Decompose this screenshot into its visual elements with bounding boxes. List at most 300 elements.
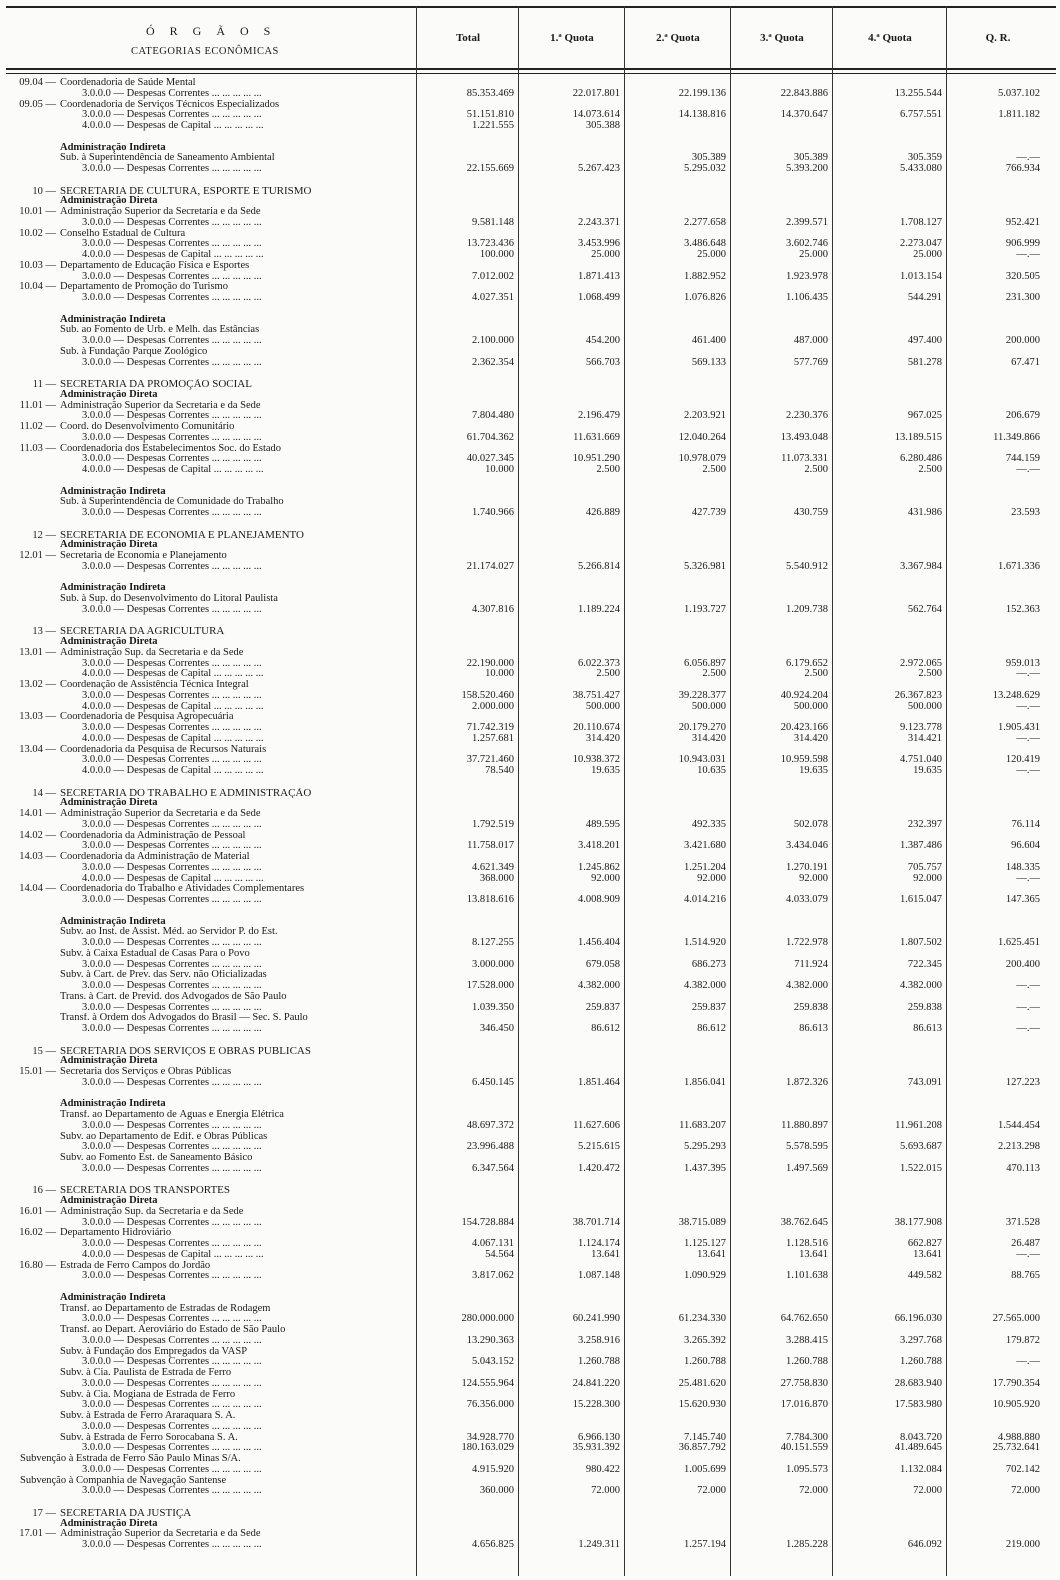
row-description — [6, 1013, 414, 1024]
cell-total — [414, 1529, 516, 1540]
row-description — [6, 1067, 414, 1078]
row-label: 3.0.0.0 — Despesas Correntes ... ... ... ... ... — [82, 357, 262, 368]
row-description — [6, 562, 414, 573]
table-row — [6, 1089, 1056, 1100]
cell-quota-2 — [622, 540, 728, 551]
row-label: 3.0.0.0 — Despesas Correntes ... ... ... ... ... — [82, 1077, 262, 1088]
cell-quota-4: 4.382.000 — [900, 981, 942, 991]
cell-quota-4: 5.693.687 — [900, 1142, 942, 1153]
row-label: Administração Superior da Secretaria e da Sede — [60, 1529, 261, 1540]
cell-qr — [944, 1175, 1046, 1186]
row-description — [6, 1110, 414, 1121]
row-description — [6, 1379, 414, 1390]
cell-quota-3: 1.872.326 — [786, 1077, 828, 1088]
row-code: 13.04 — — [19, 744, 56, 755]
cell-total — [414, 949, 516, 960]
cell-quota-3 — [728, 798, 830, 809]
cell-quota-3 — [728, 788, 830, 799]
table-row — [6, 315, 1056, 326]
cell-quota-3: 577.769 — [793, 357, 828, 368]
row-label: 3.0.0.0 — Despesas Correntes ... ... ... ... ... — [82, 1163, 262, 1174]
cell-total: 100.000 — [479, 250, 514, 260]
row-label: 3.0.0.0 — Despesas Correntes ... ... ... ... ... — [82, 1443, 262, 1454]
row-label: 4.0.0.0 — Despesas de Capital ... ... ... ... ... — [82, 766, 264, 776]
row-label: 3.0.0.0 — Despesas Correntes ... ... ... ... ... — [82, 819, 262, 830]
cell-quota-3 — [728, 970, 830, 981]
cell-qr — [944, 1035, 1046, 1046]
cell-qr — [944, 1153, 1046, 1164]
cell-quota-4 — [830, 594, 944, 605]
table-row — [6, 1465, 1056, 1476]
cell-quota-3 — [728, 530, 830, 541]
cell-quota-3 — [728, 422, 830, 433]
cell-quota-2: 1.076.826 — [684, 293, 726, 303]
cell-quota-2 — [622, 1185, 728, 1196]
cell-quota-3: 305.389 — [793, 153, 828, 164]
cell-quota-1 — [516, 78, 622, 89]
row-description — [6, 250, 414, 261]
row-label: Coordenadoria de Pesquisa Agropecuária — [60, 712, 234, 723]
cell-quota-1: 980.422 — [585, 1464, 620, 1475]
cell-quota-2 — [622, 884, 728, 895]
cell-quota-1 — [516, 1067, 622, 1078]
cell-quota-4: 581.278 — [907, 357, 942, 368]
cell-quota-4: 1.522.015 — [900, 1163, 942, 1174]
cell-total — [414, 401, 516, 412]
table-row — [6, 745, 1056, 756]
cell-total: 37.721.460 — [466, 755, 514, 766]
cell-qr — [944, 1476, 1046, 1487]
cell-quota-1 — [516, 487, 622, 498]
cell-quota-2 — [622, 1035, 728, 1046]
cell-quota-1: 3.258.916 — [578, 1335, 620, 1346]
cell-quota-2: 25.000 — [697, 250, 726, 260]
cell-quota-4 — [830, 551, 944, 562]
cell-quota-4 — [830, 745, 944, 756]
cell-quota-1: 35.931.392 — [572, 1443, 620, 1454]
table-row — [6, 1239, 1056, 1250]
cell-total — [414, 551, 516, 562]
row-label: 3.0.0.0 — Despesas Correntes ... ... ... ... ... — [82, 1540, 262, 1550]
row-label: 3.0.0.0 — Despesas Correntes ... ... ... ... ... — [82, 164, 262, 174]
cell-total — [414, 368, 516, 379]
cell-qr — [944, 1293, 1046, 1304]
cell-total — [414, 196, 516, 207]
cell-quota-2: 686.273 — [691, 959, 726, 970]
cell-quota-1 — [516, 175, 622, 186]
cell-quota-3: 7.784.300 — [786, 1432, 828, 1443]
cell-quota-1 — [516, 1476, 622, 1487]
cell-quota-1 — [516, 207, 622, 218]
row-label: 3.0.0.0 — Despesas Correntes ... ... ... ... ... — [82, 1464, 262, 1475]
cell-quota-3: 86.613 — [799, 1024, 828, 1034]
table-row — [6, 1282, 1056, 1293]
row-description — [6, 1024, 414, 1035]
row-description — [6, 1228, 414, 1239]
table-row — [6, 777, 1056, 788]
budget-rows — [6, 78, 1056, 1551]
table-row — [6, 809, 1056, 820]
cell-quota-1: 10.938.372 — [572, 755, 620, 766]
cell-qr: 1.671.336 — [998, 561, 1040, 572]
cell-quota-1: 314.420 — [585, 733, 620, 744]
cell-quota-4 — [830, 1476, 944, 1487]
cell-total — [414, 1207, 516, 1218]
cell-quota-3 — [728, 1035, 830, 1046]
cell-qr: 2.213.298 — [998, 1142, 1040, 1153]
cell-quota-1 — [516, 530, 622, 541]
cell-quota-2 — [622, 530, 728, 541]
cell-qr: —.— — [1016, 1002, 1040, 1013]
cell-total: 9.581.148 — [472, 217, 514, 228]
cell-quota-4: 92.000 — [913, 873, 942, 884]
cell-quota-3: 487.000 — [793, 336, 828, 346]
row-label: 3.0.0.0 — Despesas Correntes ... ... ... ... ... — [82, 723, 262, 733]
row-label: Administração Direta — [60, 1196, 158, 1206]
cell-quota-1 — [516, 1099, 622, 1110]
cell-quota-4 — [830, 1185, 944, 1196]
cell-quota-4: 431.986 — [907, 508, 942, 518]
cell-quota-1 — [516, 422, 622, 433]
cell-total — [414, 282, 516, 293]
cell-qr: —.— — [1016, 669, 1040, 680]
cell-quota-1: 6.966.130 — [578, 1432, 620, 1443]
row-description — [6, 616, 414, 627]
cell-quota-2 — [622, 798, 728, 809]
cell-total — [414, 347, 516, 358]
cell-quota-3 — [728, 1185, 830, 1196]
cell-quota-4 — [830, 304, 944, 315]
cell-quota-2: 92.000 — [697, 873, 726, 884]
cell-total — [414, 530, 516, 541]
cell-quota-2 — [622, 809, 728, 820]
cell-qr — [944, 1454, 1046, 1465]
cell-quota-4: 662.827 — [907, 1239, 942, 1249]
cell-quota-2 — [622, 917, 728, 928]
cell-qr: 13.248.629 — [992, 690, 1040, 701]
row-description — [6, 1314, 414, 1325]
cell-total — [414, 970, 516, 981]
cell-total — [414, 379, 516, 390]
cell-qr — [944, 906, 1046, 917]
cell-total: 1.257.681 — [472, 733, 514, 744]
row-label: Subv. ao Inst. de Assist. Méd. ao Servidor P. do Est. — [60, 927, 278, 938]
cell-qr: —.— — [1016, 733, 1040, 744]
row-description — [6, 583, 414, 594]
cell-quota-2 — [622, 1422, 728, 1433]
cell-qr: 96.604 — [1011, 841, 1040, 852]
cell-quota-1 — [516, 1132, 622, 1143]
cell-quota-2 — [622, 1089, 728, 1100]
row-description — [6, 1261, 414, 1272]
cell-qr — [944, 261, 1046, 272]
cell-quota-1 — [516, 325, 622, 336]
cell-quota-2 — [622, 1476, 728, 1487]
table-row — [6, 476, 1056, 487]
row-label: 3.0.0.0 — Despesas Correntes ... ... ... ... ... — [82, 1002, 262, 1013]
cell-total — [414, 1153, 516, 1164]
cell-qr — [944, 422, 1046, 433]
row-label: 4.0.0.0 — Despesas de Capital ... ... ... ... ... — [82, 669, 264, 680]
table-row — [6, 325, 1056, 336]
cell-qr — [944, 626, 1046, 637]
cell-quota-4: 6.757.551 — [900, 110, 942, 121]
cell-quota-4: 646.092 — [907, 1540, 942, 1550]
table-row — [6, 1142, 1056, 1153]
cell-total — [414, 1185, 516, 1196]
cell-quota-2 — [622, 261, 728, 272]
row-description — [6, 132, 414, 143]
cell-total — [414, 1519, 516, 1530]
row-description — [6, 1185, 414, 1196]
cell-quota-2: 11.683.207 — [679, 1120, 726, 1131]
cell-quota-3 — [728, 497, 830, 508]
cell-qr: 906.999 — [1005, 239, 1040, 250]
cell-quota-2: 1.882.952 — [684, 271, 726, 282]
row-description — [6, 970, 414, 981]
cell-quota-4 — [830, 573, 944, 584]
cell-quota-3 — [728, 121, 830, 132]
row-label: SECRETARIA DA AGRICULTURA — [60, 626, 225, 637]
cell-quota-1 — [516, 970, 622, 981]
cell-quota-1 — [516, 282, 622, 293]
table-row — [6, 1443, 1056, 1454]
cell-quota-4 — [830, 519, 944, 530]
cell-quota-2: 25.481.620 — [678, 1378, 726, 1389]
cell-quota-3: 1.923.978 — [786, 271, 828, 282]
row-label: Coordenadoria da Administração de Pessoal — [60, 830, 246, 841]
cell-quota-4 — [830, 1228, 944, 1239]
cell-total — [414, 540, 516, 551]
cell-total: 13.818.616 — [466, 895, 514, 905]
cell-qr: 219.000 — [1005, 1540, 1040, 1550]
cell-quota-2: 14.138.816 — [678, 110, 726, 121]
table-row — [6, 1271, 1056, 1282]
cell-quota-1 — [516, 1347, 622, 1358]
row-label: Administração Direta — [60, 1056, 158, 1067]
table-row — [6, 712, 1056, 723]
row-description — [6, 1347, 414, 1358]
cell-total — [414, 992, 516, 1003]
cell-qr — [944, 917, 1046, 928]
table-row — [6, 863, 1056, 874]
cell-quota-3: 5.393.200 — [786, 164, 828, 174]
row-label: Coordenadoria do Trabalho e Atividades Complementares — [60, 884, 305, 895]
table-row — [6, 1078, 1056, 1089]
cell-quota-2: 3.265.392 — [684, 1335, 726, 1346]
cell-qr — [944, 1132, 1046, 1143]
cell-quota-1: 6.022.373 — [578, 658, 620, 669]
cell-quota-3 — [728, 487, 830, 498]
table-row — [6, 691, 1056, 702]
row-label: 3.0.0.0 — Despesas Correntes ... ... ... ... ... — [82, 841, 262, 852]
cell-quota-1 — [516, 573, 622, 584]
row-label: 3.0.0.0 — Despesas Correntes ... ... ... ... ... — [82, 293, 262, 303]
cell-quota-2 — [622, 121, 728, 132]
row-label: 3.0.0.0 — Despesas Correntes ... ... ... ... ... — [82, 454, 262, 465]
cell-quota-3 — [728, 519, 830, 530]
cell-qr: 702.142 — [1005, 1464, 1040, 1475]
cell-qr — [944, 444, 1046, 455]
table-row — [6, 1099, 1056, 1110]
cell-quota-1: 11.627.606 — [573, 1120, 620, 1131]
row-label: Departamento de Promoção do Turismo — [60, 282, 228, 293]
row-description — [6, 1368, 414, 1379]
table-row — [6, 143, 1056, 154]
cell-quota-2: 61.234.330 — [678, 1314, 726, 1325]
row-description — [6, 745, 414, 756]
cell-quota-1: 1.124.174 — [578, 1239, 620, 1249]
cell-total — [414, 100, 516, 111]
cell-qr — [944, 100, 1046, 111]
table-row — [6, 175, 1056, 186]
cell-total: 6.347.564 — [472, 1163, 514, 1174]
cell-total — [414, 906, 516, 917]
cell-quota-2 — [622, 368, 728, 379]
row-description — [6, 1293, 414, 1304]
cell-quota-4 — [830, 1368, 944, 1379]
row-description — [6, 1271, 414, 1282]
cell-total: 76.356.000 — [466, 1400, 514, 1411]
cell-quota-2 — [622, 229, 728, 240]
cell-quota-4 — [830, 78, 944, 89]
cell-quota-4 — [830, 186, 944, 197]
cell-qr — [944, 315, 1046, 326]
cell-quota-3 — [728, 401, 830, 412]
cell-quota-3 — [728, 626, 830, 637]
table-row — [6, 1433, 1056, 1444]
cell-quota-1 — [516, 1325, 622, 1336]
table-row — [6, 1368, 1056, 1379]
table-row — [6, 938, 1056, 949]
cell-quota-4 — [830, 906, 944, 917]
cell-quota-4 — [830, 1261, 944, 1272]
row-label: Subv. à Cart. de Prev. das Serv. não Oficializadas — [60, 970, 267, 981]
table-row — [6, 1164, 1056, 1175]
cell-qr: —.— — [1016, 701, 1040, 712]
table-row — [6, 831, 1056, 842]
row-description — [6, 1486, 414, 1497]
cell-quota-4: 9.123.778 — [900, 723, 942, 733]
cell-quota-4: 449.582 — [907, 1271, 942, 1282]
cell-quota-1 — [516, 616, 622, 627]
cell-qr: 5.037.102 — [998, 88, 1040, 99]
cell-qr: —.— — [1016, 1357, 1040, 1368]
table-row — [6, 874, 1056, 885]
cell-qr — [944, 519, 1046, 530]
cell-quota-2 — [622, 1282, 728, 1293]
cell-quota-1 — [516, 1508, 622, 1519]
table-row — [6, 927, 1056, 938]
row-description — [6, 831, 414, 842]
cell-quota-3 — [728, 583, 830, 594]
cell-qr: 25.732.641 — [992, 1443, 1040, 1454]
cell-quota-3: 1.270.191 — [786, 862, 828, 873]
cell-quota-1 — [516, 1046, 622, 1057]
cell-quota-3 — [728, 1519, 830, 1530]
row-description — [6, 207, 414, 218]
row-code: 10 — — [32, 185, 56, 197]
row-description — [6, 540, 414, 551]
table-row — [6, 379, 1056, 390]
cell-quota-3 — [728, 745, 830, 756]
cell-total — [414, 917, 516, 928]
table-row — [6, 1379, 1056, 1390]
cell-quota-2 — [622, 444, 728, 455]
table-row — [6, 917, 1056, 928]
row-description — [6, 401, 414, 412]
row-label: Sub. à Superintendência de Saneamento Ambiental — [60, 153, 275, 164]
cell-quota-1 — [516, 1175, 622, 1186]
row-description — [6, 1433, 414, 1444]
cell-quota-2 — [622, 143, 728, 154]
row-label: 3.0.0.0 — Despesas Correntes ... ... ... ... ... — [82, 981, 262, 991]
row-description — [6, 100, 414, 111]
row-description — [6, 1357, 414, 1368]
row-description — [6, 433, 414, 444]
cell-quota-2: 2.277.658 — [684, 217, 726, 228]
row-label: Administração Superior da Secretaria e da Sede — [60, 400, 261, 411]
cell-quota-1: 1.260.788 — [578, 1357, 620, 1368]
cell-quota-4 — [830, 497, 944, 508]
cell-quota-1: 2.500 — [596, 669, 620, 680]
table-row — [6, 1228, 1056, 1239]
row-description — [6, 1099, 414, 1110]
row-description — [6, 347, 414, 358]
cell-quota-4 — [830, 1089, 944, 1100]
cell-quota-3 — [728, 1228, 830, 1239]
cell-total — [414, 304, 516, 315]
cell-quota-4 — [830, 616, 944, 627]
cell-quota-4 — [830, 1454, 944, 1465]
cell-total: 11.758.017 — [467, 841, 514, 852]
row-label: Administração Indireta — [60, 1099, 166, 1110]
cell-total: 4.621.349 — [472, 862, 514, 873]
row-label: 3.0.0.0 — Despesas Correntes ... ... ... ... ... — [82, 1400, 262, 1411]
row-code: 13.03 — — [19, 712, 56, 723]
cell-total: 2.100.000 — [472, 336, 514, 346]
row-description — [6, 809, 414, 820]
table-row — [6, 497, 1056, 508]
cell-qr — [944, 78, 1046, 89]
row-code: 17 — — [32, 1507, 56, 1519]
row-code: 14.04 — — [19, 884, 56, 895]
row-label: SECRETARIA DE CULTURA, ESPORTE E TURISMO — [60, 185, 312, 197]
cell-quota-1 — [516, 1454, 622, 1465]
row-description — [6, 938, 414, 949]
row-code: 13 — — [32, 626, 56, 637]
row-label: 3.0.0.0 — Despesas Correntes ... ... ... ... ... — [82, 959, 262, 970]
row-description — [6, 1164, 414, 1175]
row-code: 17.01 — — [19, 1529, 56, 1540]
cell-quota-2 — [622, 712, 728, 723]
cell-quota-4: 722.345 — [907, 959, 942, 970]
table-row — [6, 239, 1056, 250]
cell-quota-2 — [622, 1293, 728, 1304]
cell-total — [414, 1067, 516, 1078]
cell-quota-3 — [728, 852, 830, 863]
cell-quota-2 — [622, 304, 728, 315]
cell-quota-1 — [516, 1261, 622, 1272]
cell-qr — [944, 207, 1046, 218]
cell-quota-4 — [830, 927, 944, 938]
table-row — [6, 1003, 1056, 1014]
header-subtitle: CATEGORIAS ECONÔMICAS — [131, 46, 279, 57]
cell-quota-3: 11.880.897 — [781, 1120, 828, 1131]
cell-total — [414, 1293, 516, 1304]
cell-quota-2 — [622, 637, 728, 648]
row-code: 13.01 — — [19, 647, 56, 658]
